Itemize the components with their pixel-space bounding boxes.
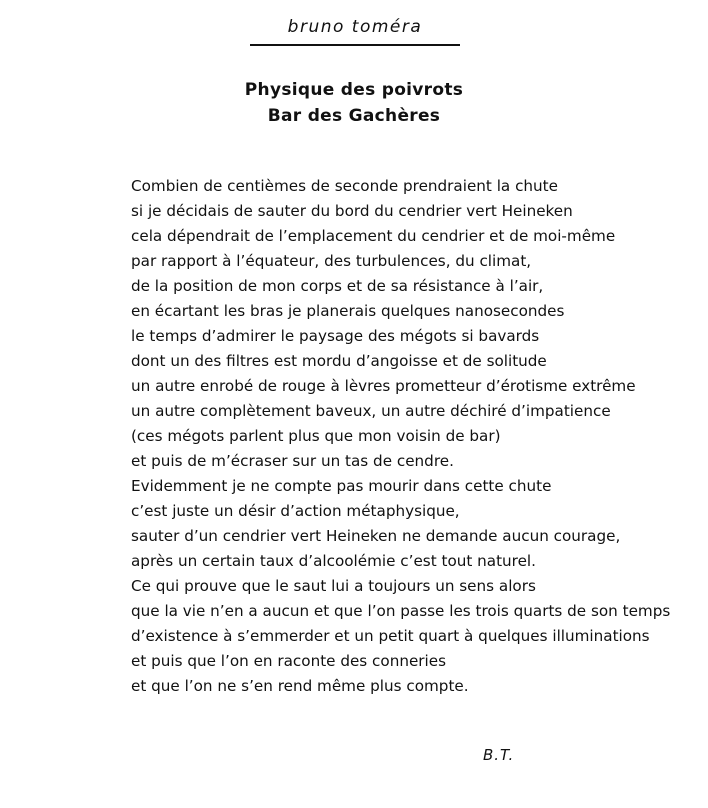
poem-line: Combien de centièmes de seconde prendraient la chute [131, 177, 558, 195]
poem-line: de la position de mon corps et de sa résistance à l’air, [131, 277, 544, 295]
poem-body [131, 174, 670, 699]
poem-subtitle: Bar des Gachères [267, 106, 441, 126]
poem-title: Physique des poivrots [244, 80, 464, 100]
poem-line: sauter d’un cendrier vert Heineken ne demande aucun courage, [131, 527, 621, 545]
poem-line: et puis de m’écraser sur un tas de cendre. [131, 452, 454, 470]
poem-line: cela dépendrait de l’emplacement du cendrier et de moi-même [131, 227, 616, 245]
poem-line: que la vie n’en a aucun et que l’on passe les trois quarts de son temps [131, 602, 671, 620]
poem-line: après un certain taux d’alcoolémie c’est tout naturel. [131, 552, 536, 570]
poem-line: par rapport à l’équateur, des turbulences, du climat, [131, 252, 532, 270]
poem-line: un autre enrobé de rouge à lèvres prometteur d’érotisme extrême [131, 377, 636, 395]
poem-line: et puis que l’on en raconte des conneries [131, 652, 447, 670]
poem-line: Ce qui prouve que le saut lui a toujours un sens alors [131, 577, 536, 595]
poem-line: et que l’on ne s’en rend même plus compte. [131, 677, 469, 695]
poem-line: d’existence à s’emmerder et un petit quart à quelques illuminations [131, 627, 650, 645]
poem-line: c’est juste un désir d’action métaphysique, [131, 502, 460, 520]
header-rule [250, 44, 460, 46]
poem-line: (ces mégots parlent plus que mon voisin de bar) [131, 427, 501, 445]
poem-line: un autre complètement baveux, un autre déchiré d’impatience [131, 402, 611, 420]
poem-line: le temps d’admirer le paysage des mégots si bavards [131, 327, 540, 345]
poem-line: si je décidais de sauter du bord du cendrier vert Heineken [131, 202, 573, 220]
poem-line: en écartant les bras je planerais quelques nanosecondes [131, 302, 565, 320]
signature: B.T. [483, 746, 515, 764]
poem-line: dont un des filtres est mordu d’angoisse et de solitude [131, 352, 547, 370]
poem-line: Evidemment je ne compte pas mourir dans cette chute [131, 477, 552, 495]
author-name: bruno toméra [287, 17, 423, 37]
